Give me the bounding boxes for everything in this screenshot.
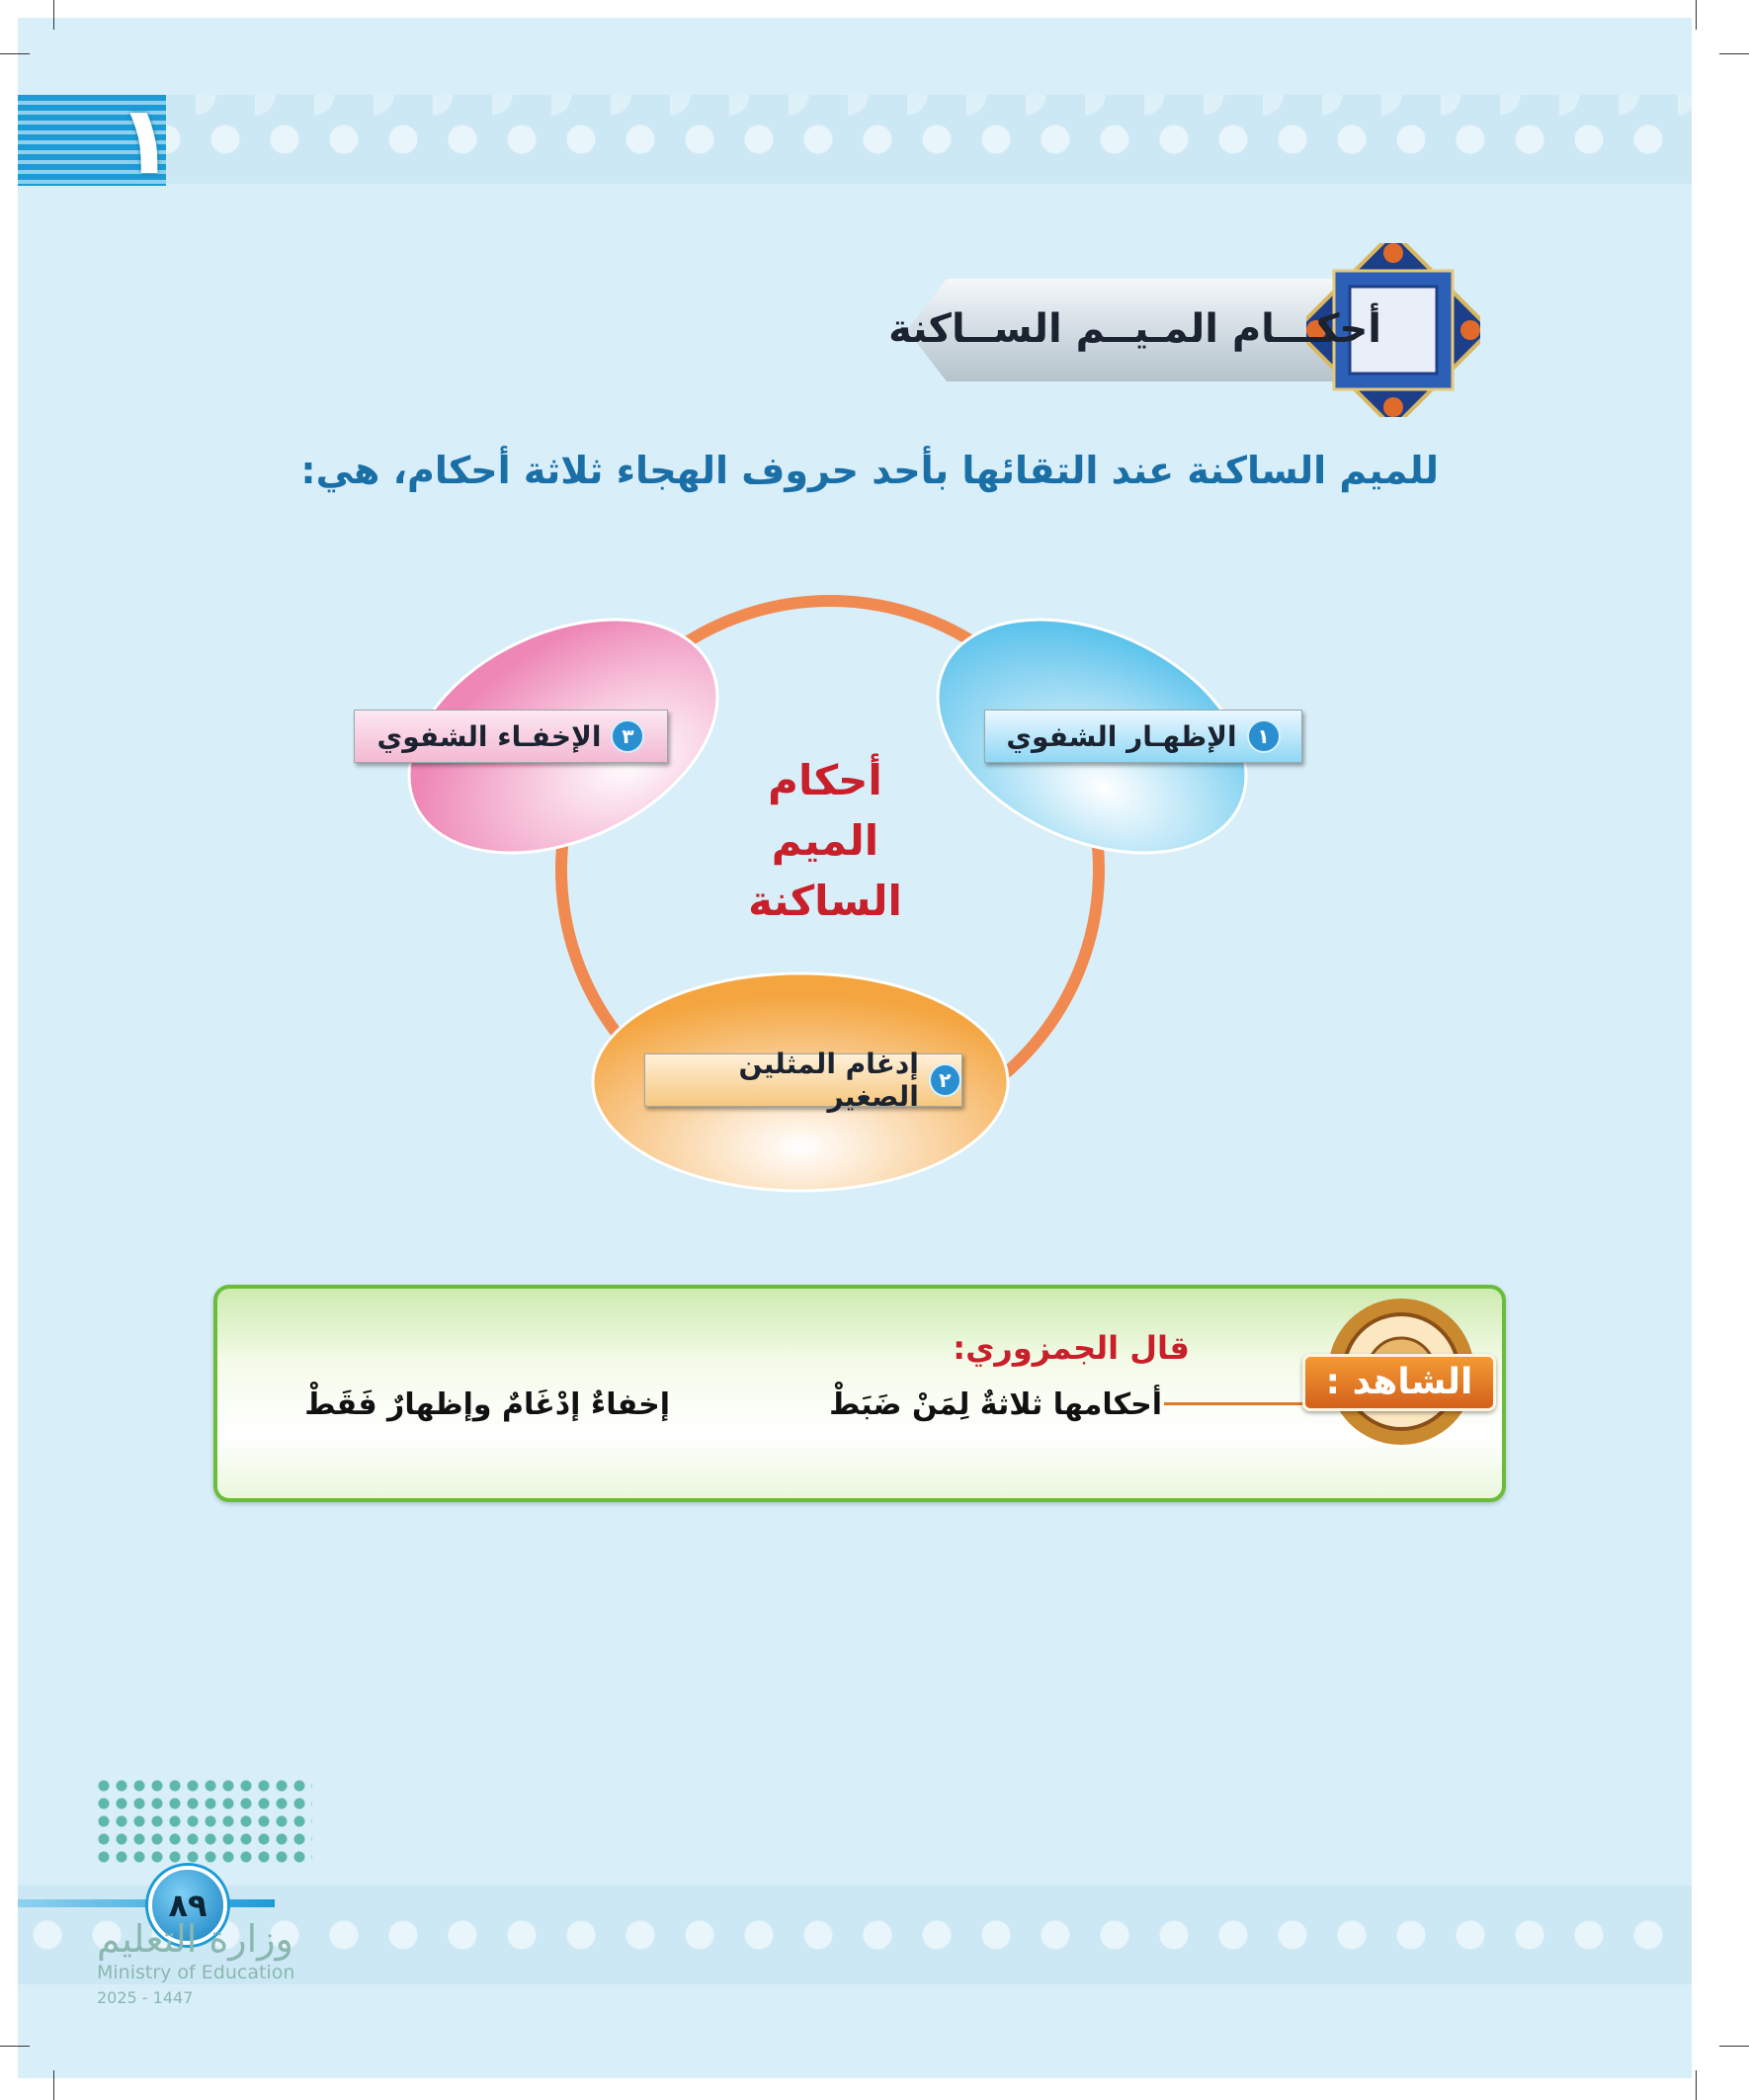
crop-mark (1696, 2070, 1697, 2100)
header-ornament-band (18, 95, 1692, 184)
crop-mark (0, 2046, 30, 2047)
intro-sentence: للميم الساكنة عند التقائها بأحد حروف الهجاء ثلاثة أحكام، هي: (300, 449, 1439, 492)
footer-accent-line (18, 1899, 275, 1907)
center-title-line1: أحكام الميم (768, 756, 882, 865)
ministry-name-arabic: وزارة التعليم (97, 1917, 293, 1961)
crop-mark (53, 2070, 54, 2100)
rule-number-badge: ٣ (611, 719, 644, 753)
rule-label: الإظهـار الشفوي (1006, 719, 1237, 753)
ministry-name-english: Ministry of Education (97, 1962, 295, 1983)
crop-mark (53, 0, 54, 30)
crop-mark (1696, 0, 1697, 30)
rule-number-badge: ١ (1247, 719, 1281, 753)
rule-pill-idgham (644, 1048, 962, 1113)
crop-mark (1719, 2046, 1749, 2047)
lesson-title: أحكـــام المـيــم الســاكنة (888, 306, 1381, 352)
center-title-line2: الساكنة (748, 876, 902, 925)
poet-attribution: قال الجمزوري: (953, 1329, 1190, 1367)
crop-mark (0, 53, 30, 54)
evidence-label: الشاهد : (1302, 1354, 1496, 1411)
rule-number-badge: ٢ (929, 1063, 961, 1097)
verse-second-half: إخفاءٌ إدْغَامٌ وإظهارٌ فَقَطْ (304, 1387, 670, 1422)
rule-pill-izhar (984, 710, 1302, 763)
edition-year: 2025 - 1447 (97, 1988, 194, 2007)
evidence-pointer-line (1164, 1402, 1306, 1405)
rule-label: إدغام المثلين الصغير (738, 1048, 919, 1113)
ministry-logo-dots (95, 1777, 312, 1866)
rule-pill-ikhfa (354, 710, 668, 763)
rule-label: الإخفـاء الشفوي (376, 719, 602, 753)
crop-mark (1719, 53, 1749, 54)
verse-first-half: أحكامها ثلاثةٌ لِمَنْ ضَبَطْ (829, 1387, 1162, 1422)
diagram-center-title (711, 751, 939, 932)
page-number: ٨٩ (148, 1866, 227, 1945)
chapter-number: ١ (117, 85, 175, 196)
